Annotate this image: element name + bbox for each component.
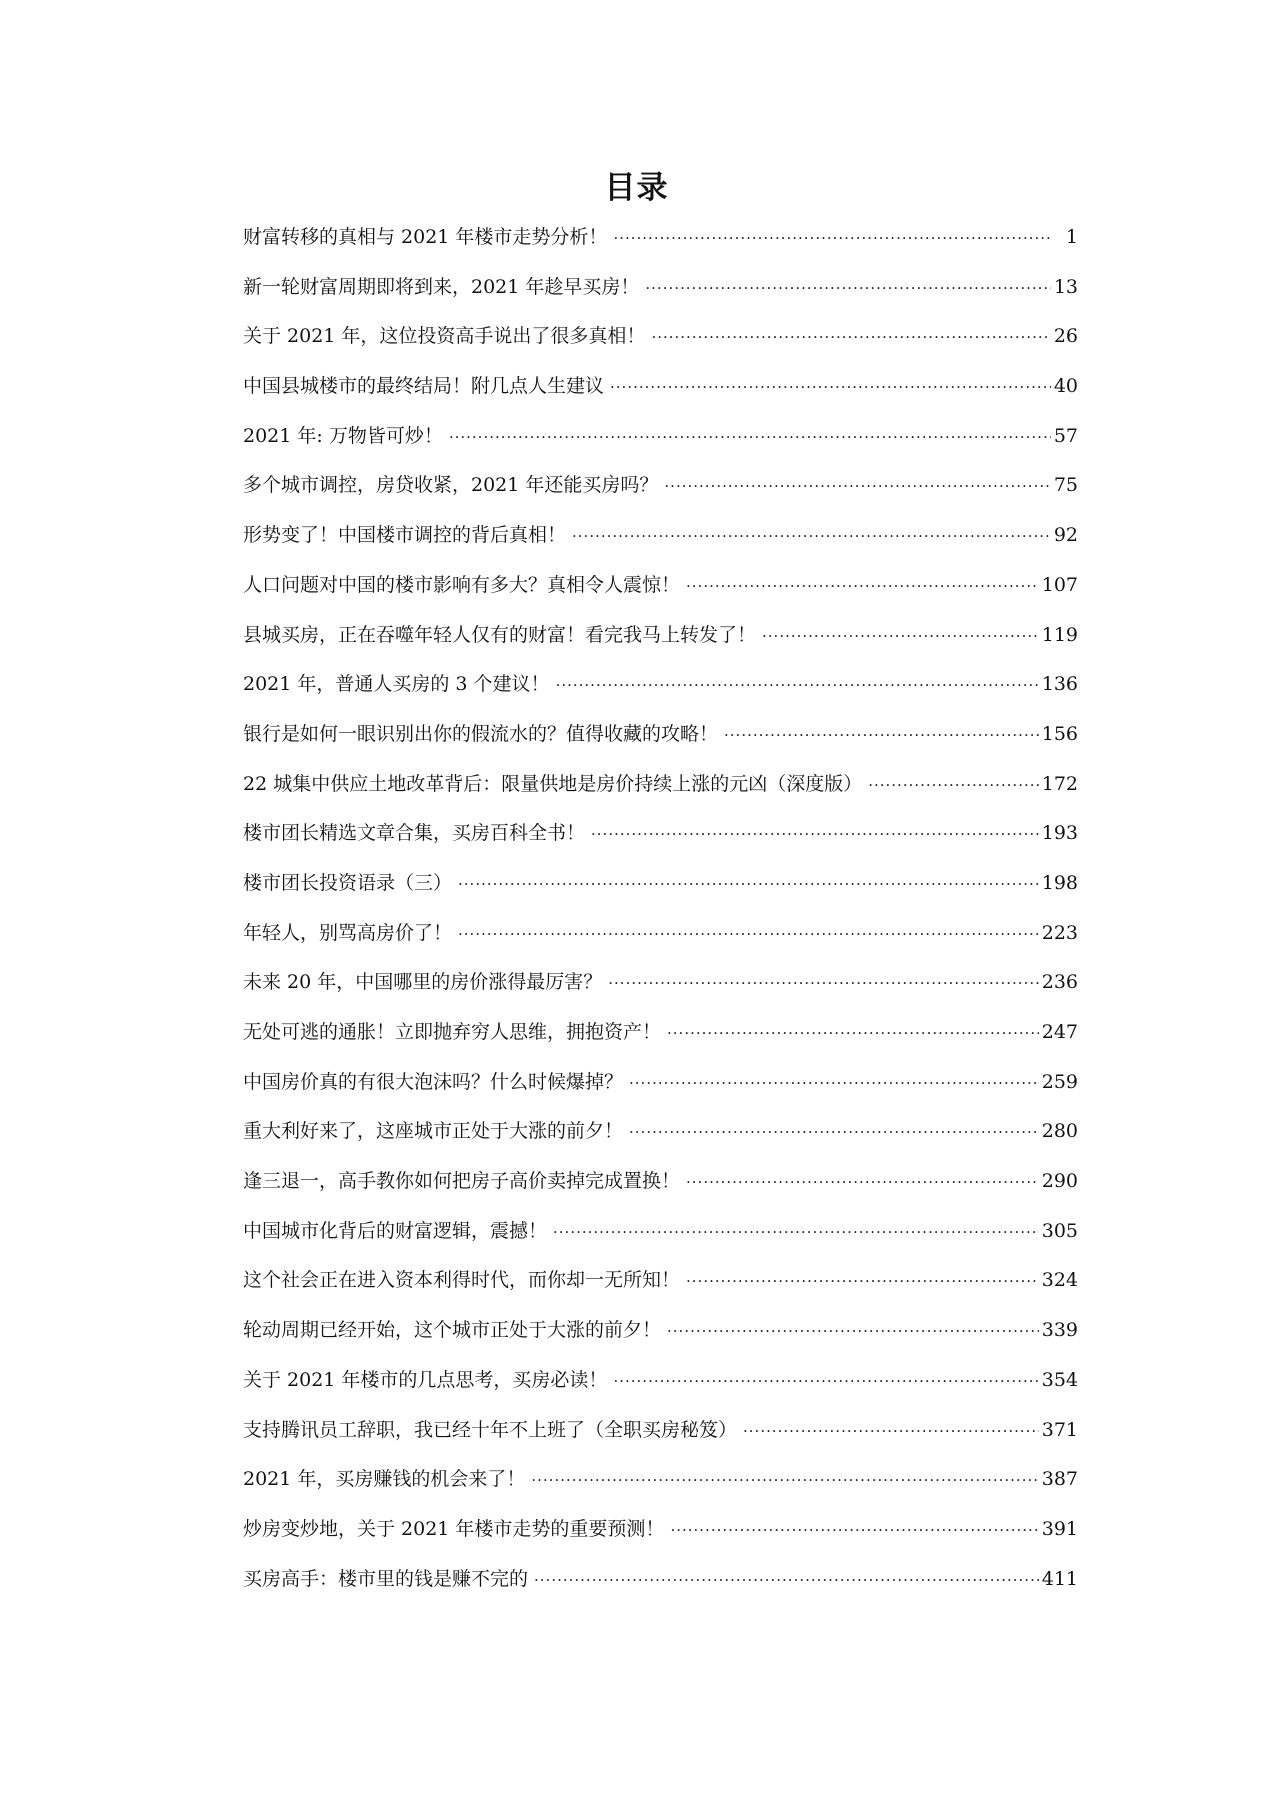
toc-entry: [243, 1516, 1078, 1566]
dot-leader: [651, 324, 1050, 350]
toc-entry-title: 关于 2021 年楼市的几点思考，买房必读！: [243, 1368, 608, 1391]
toc-entry-title: 楼市团长精选文章合集，买房百科全书！: [243, 822, 586, 845]
dot-leader: [629, 1070, 1039, 1096]
toc-entry: [243, 1417, 1078, 1467]
toc-entry-title: 2021 年: 万物皆可炒！: [243, 424, 443, 447]
dot-leader: [531, 1467, 1038, 1493]
dot-leader: [613, 225, 1051, 251]
toc-page-number: 193: [1041, 822, 1078, 845]
toc-entry-title: 支持腾讯员工辞职，我已经十年不上班了（全职买房秘笈）: [243, 1418, 738, 1441]
toc-entry-title: 银行是如何一眼识别出你的假流水的？值得收藏的攻略！: [243, 722, 719, 745]
toc-page-number: 26: [1053, 325, 1078, 348]
table-of-contents: [243, 224, 1078, 1615]
toc-entry-title: 财富转移的真相与 2021 年楼市走势分析！: [243, 226, 608, 248]
toc-entry-title: 新一轮财富周期即将到来，2021 年趁早买房！: [243, 275, 640, 298]
toc-entry: [243, 1367, 1078, 1417]
toc-entry: [243, 1566, 1078, 1616]
toc-entry-title: 楼市团长投资语录（三）: [243, 871, 453, 894]
dot-leader: [868, 772, 1039, 798]
toc-entry: [243, 1466, 1078, 1516]
toc-entry: [243, 224, 1078, 274]
toc-entry: [243, 522, 1078, 572]
dot-leader: [743, 1418, 1039, 1444]
toc-page-number: 57: [1053, 424, 1078, 447]
toc-entry: [243, 771, 1078, 821]
dot-leader: [667, 1020, 1039, 1046]
toc-page-number: 119: [1041, 623, 1078, 646]
toc-entry-title: 人口问题对中国的楼市影响有多大？真相令人震惊！: [243, 573, 681, 596]
dot-leader: [553, 1219, 1039, 1245]
dot-leader: [534, 1567, 1039, 1593]
toc-entry-title: 关于 2021 年，这位投资高手说出了很多真相！: [243, 325, 646, 348]
toc-page-number: 247: [1041, 1021, 1078, 1043]
toc-page-number: 411: [1041, 1567, 1078, 1590]
toc-entry-title: 轮动周期已经开始，这个城市正处于大涨的前夕！: [243, 1319, 662, 1342]
toc-page-number: 391: [1041, 1517, 1078, 1540]
toc-page-number: 290: [1041, 1170, 1078, 1193]
toc-page-number: 324: [1041, 1269, 1078, 1292]
toc-entry-title: 无处可逃的通胀！立即抛弃穷人思维，拥抱资产！: [243, 1021, 662, 1043]
toc-entry-title: 县城买房，正在吞噬年轻人仅有的财富！看完我马上转发了！: [243, 623, 757, 646]
toc-entry: [243, 1267, 1078, 1317]
toc-entry: [243, 1118, 1078, 1168]
toc-entry: [243, 423, 1078, 473]
toc-entry-title: 买房高手：楼市里的钱是赚不完的: [243, 1567, 529, 1590]
toc-entry-title: 中国城市化背后的财富逻辑，震撼！: [243, 1219, 548, 1242]
dot-leader: [458, 871, 1039, 897]
toc-entry: [243, 472, 1078, 522]
toc-entry: [243, 1168, 1078, 1218]
toc-page-number: 1: [1065, 226, 1078, 248]
dot-leader: [762, 623, 1039, 649]
toc-entry: [243, 373, 1078, 423]
toc-entry-title: 中国县城楼市的最终结局！附几点人生建议: [243, 375, 605, 398]
toc-entry-title: 未来 20 年，中国哪里的房价涨得最厉害？: [243, 971, 603, 994]
dot-leader: [591, 821, 1039, 847]
dot-leader: [572, 523, 1051, 549]
toc-entry: [243, 920, 1078, 970]
page-title: 目录: [604, 170, 669, 206]
toc-page-number: 259: [1041, 1070, 1078, 1093]
toc-page-number: 280: [1041, 1120, 1078, 1143]
toc-page-number: 387: [1041, 1468, 1078, 1491]
toc-entry: [243, 969, 1078, 1019]
toc-page-number: 40: [1053, 375, 1078, 398]
dot-leader: [667, 1318, 1039, 1344]
dot-leader: [670, 1517, 1038, 1543]
dot-leader: [556, 672, 1039, 698]
dot-leader: [449, 424, 1051, 450]
dot-leader: [664, 473, 1050, 499]
toc-page-number: 354: [1041, 1368, 1078, 1391]
dot-leader: [686, 1169, 1039, 1195]
toc-page-number: 156: [1041, 722, 1078, 745]
dot-leader: [686, 1268, 1039, 1294]
dot-leader: [645, 275, 1050, 301]
toc-page-number: 371: [1041, 1418, 1078, 1441]
toc-page-number: 136: [1041, 673, 1078, 696]
toc-entry-title: 22 城集中供应土地改革背后：限量供地是房价持续上涨的元凶（深度版）: [243, 772, 863, 795]
toc-entry: [243, 721, 1078, 771]
toc-entry: [243, 820, 1078, 870]
toc-entry: [243, 671, 1078, 721]
toc-entry: [243, 1317, 1078, 1367]
toc-page-number: 92: [1053, 524, 1078, 547]
dot-leader: [629, 1119, 1039, 1145]
toc-entry-title: 炒房变炒地，关于 2021 年楼市走势的重要预测！: [243, 1517, 665, 1540]
dot-leader: [458, 921, 1039, 947]
toc-page-number: 198: [1041, 871, 1078, 894]
toc-entry: [243, 1218, 1078, 1268]
dot-leader: [610, 374, 1051, 400]
toc-entry: [243, 1019, 1078, 1069]
toc-page-number: 339: [1041, 1319, 1078, 1342]
toc-entry: [243, 870, 1078, 920]
dot-leader: [724, 722, 1039, 748]
toc-entry: [243, 274, 1078, 324]
toc-entry-title: 年轻人，别骂高房价了！: [243, 921, 453, 944]
toc-page-number: 223: [1041, 921, 1078, 944]
toc-entry-title: 2021 年，买房赚钱的机会来了！: [243, 1468, 526, 1491]
toc-entry: [243, 323, 1078, 373]
toc-page-number: 75: [1053, 474, 1078, 497]
dot-leader: [686, 573, 1039, 599]
toc-page-number: 305: [1041, 1219, 1078, 1242]
toc-entry-title: 2021 年，普通人买房的 3 个建议！: [243, 673, 550, 696]
toc-entry-title: 重大利好来了，这座城市正处于大涨的前夕！: [243, 1120, 624, 1143]
toc-entry-title: 形势变了！中国楼市调控的背后真相！: [243, 524, 567, 547]
toc-entry-title: 这个社会正在进入资本利得时代，而你却一无所知！: [243, 1269, 681, 1292]
toc-entry: [243, 572, 1078, 622]
toc-entry-title: 逢三退一，高手教你如何把房子高价卖掉完成置换！: [243, 1170, 681, 1193]
toc-entry: [243, 622, 1078, 672]
toc-page-number: 236: [1041, 971, 1078, 994]
toc-entry-title: 多个城市调控，房贷收紧，2021 年还能买房吗？: [243, 474, 659, 497]
toc-entry: [243, 1069, 1078, 1119]
toc-page-number: 107: [1041, 573, 1078, 596]
toc-page-number: 13: [1053, 275, 1078, 298]
dot-leader: [608, 970, 1038, 996]
dot-leader: [613, 1368, 1038, 1394]
toc-page-number: 172: [1041, 772, 1078, 795]
toc-entry-title: 中国房价真的有很大泡沫吗？什么时候爆掉？: [243, 1070, 624, 1093]
